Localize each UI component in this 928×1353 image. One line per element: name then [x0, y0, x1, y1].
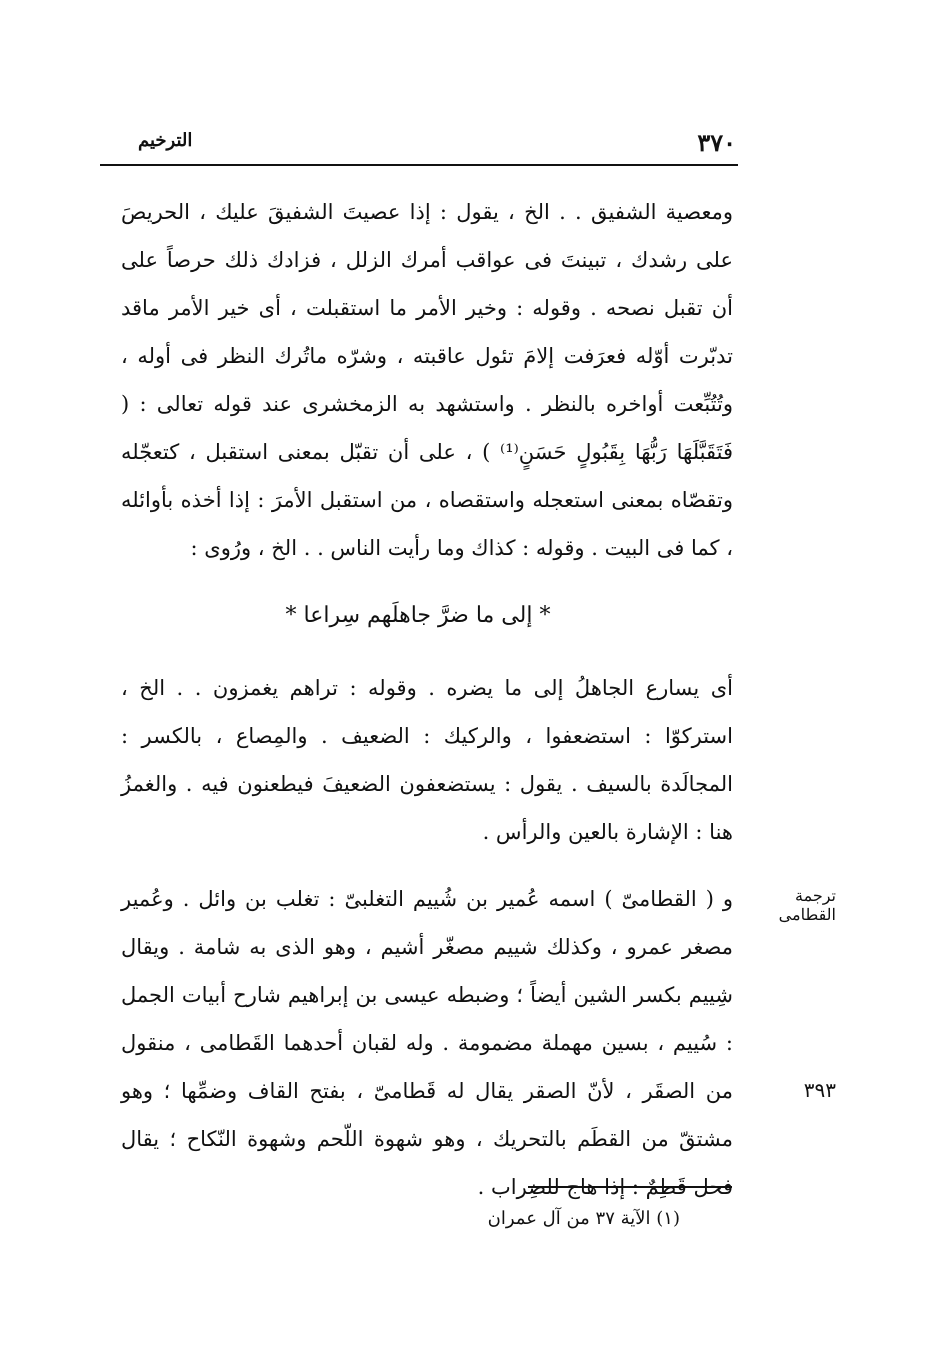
paragraph-3: و ( القطامىّ ) اسمه عُمير بن شُييم التغلبىّ : تغلب بن وائل . وعُمير مصغر عمرو ، وكذلك شييم مصغّر أشيم ، وهو الذى به شامة . ويقال شِييم بكسر الشين أيضاً ؛ وضبطه عيسى بن إبراهيم شارح أبيات الجمل : سُييم ، بسين مهملة مضمومة . وله لقبان أحدهما القَطامى ، منقول من الصقَر ، لأنّ الصقر يقال له قَطامىّ ، بفتح القاف وضمِّها ؛ وهو مشتقّ من القطَم بالتحريك ، وهو شهوة اللّحم وشهوة النّكاح ؛ يقال فحل قَطِمٌ : إذا هاج للضِراب .: [121, 887, 734, 1199]
verse-line: * إلى ما ضرَّ جاهلَهم سِراعا *: [285, 603, 551, 628]
margin-note: ترجمة القطامى: [778, 886, 836, 924]
margin-reference-number: ٣٩٣: [803, 1078, 836, 1102]
footnote: (١) الآية ٣٧ من آل عمران: [487, 1208, 680, 1229]
header-rule: [100, 164, 738, 166]
paragraph-2: أى يسارع الجاهلُ إلى ما يضره . وقوله : تراهم يغمزون . . الخ ، استركوّا : استضعفوا ، والركيك : الضعيف . والمِصاع ، بالكسر : المجالَدة بالسيف . يقول : يستضعفون الضعيفَ فيطعنون فيه . والغمزُ هنا : الإشارة بالعين والرأس .: [121, 676, 733, 844]
page-number: ٣٧٠: [697, 128, 736, 157]
footnote-rule: [528, 1186, 732, 1188]
paragraph-1: ومعصية الشفيق . . الخ ، يقول : إذا عصيتَ الشفيقَ عليك ، الحريصَ على رشدك ، تبينتَ فى عواقب أمرك الزلل ، فزادك ذلك حرصاً على أن تقبل نصحه . وقوله : وخير الأمر ما استقبلت ، أى خير الأمر ماقد تدبّرت أوّله فعرَفت إلامَ تئول عاقبته ، وشرّه ماتُرك النظر فى أوله ، وتُتُبِّعت أواخره بالنظر . واستشهد به الزمخشرى عند قوله تعالى : ( فَتَقَبَّلَهَا رَبُّهَا بِقَبُولٍ حَسَنٍ⁽¹⁾ ) ، على أن تقبّل بمعنى استقبل ، كتعجّله وتقصّاه بمعنى استعجله واستقصاه ، من استقبل الأمرَ : إذا أخذه بأوائله ، كما فى البيت . وقوله : كذاك وما رأيت الناس . . الخ ، ورُوى :: [121, 200, 733, 560]
running-title: الترخيم: [138, 130, 193, 151]
page-header: [100, 128, 736, 158]
